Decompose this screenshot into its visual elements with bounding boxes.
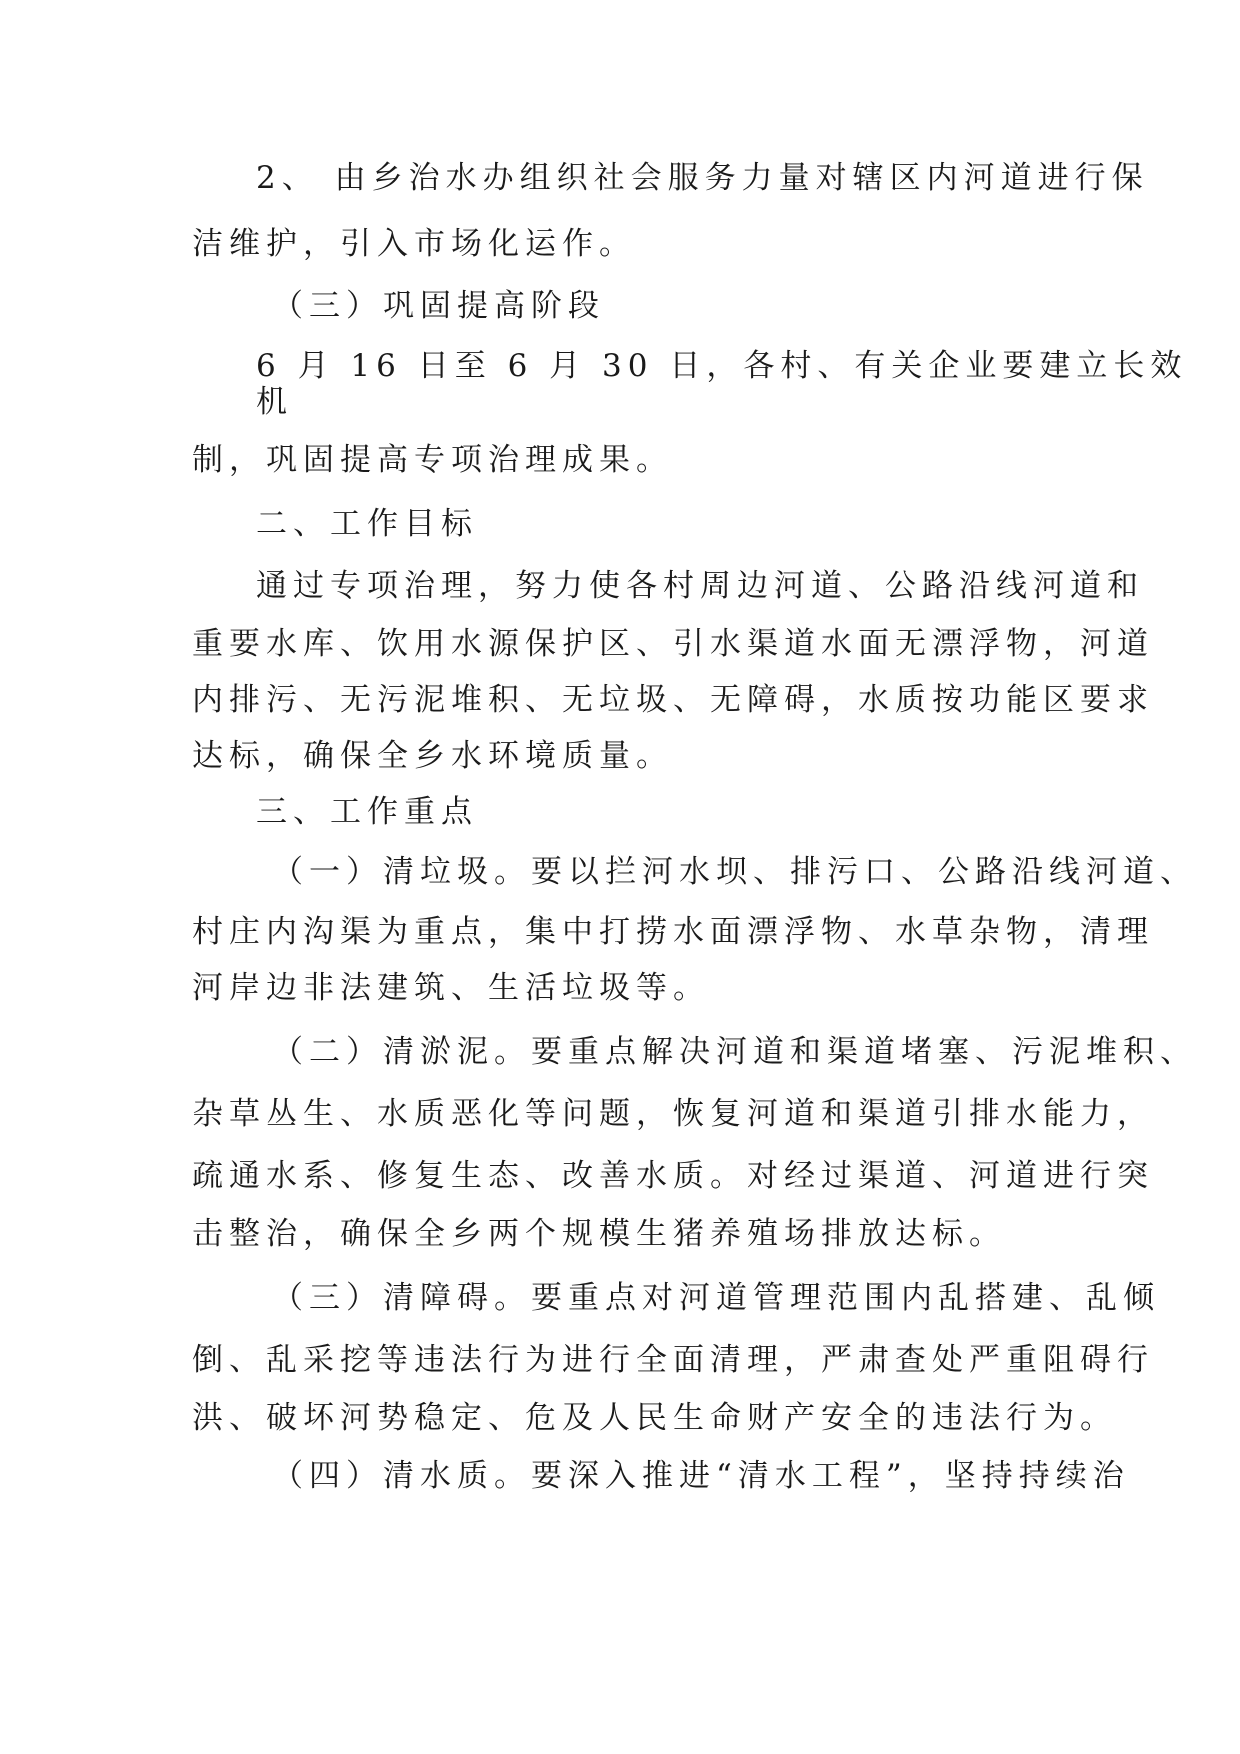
paragraph-line: 洪、破坏河势稳定、危及人民生命财产安全的违法行为。 xyxy=(192,1400,1117,1436)
paragraph-line: 内排污、无污泥堆积、无垃圾、无障碍，水质按功能区要求 xyxy=(192,682,1154,718)
paragraph-line: 6 月 16 日至 6 月 30 日，各村、有关企业要建立长效 xyxy=(256,348,1188,384)
section-heading: 三、工作重点 xyxy=(256,794,478,830)
paragraph-line: （三）清障碍。要重点对河道管理范围内乱搭建、乱倾 xyxy=(272,1280,1160,1316)
paragraph-line: 村庄内沟渠为重点，集中打捞水面漂浮物、水草杂物，清理 xyxy=(192,914,1154,950)
section-heading: （三）巩固提高阶段 xyxy=(272,288,605,324)
paragraph-line: 达标，确保全乡水环境质量。 xyxy=(192,738,673,774)
paragraph-line: 疏通水系、修复生态、改善水质。对经过渠道、河道进行突 xyxy=(192,1158,1154,1194)
paragraph-line: 杂草丛生、水质恶化等问题，恢复河道和渠道引排水能力， xyxy=(192,1096,1154,1132)
paragraph-line: 机 xyxy=(256,384,293,420)
paragraph-line: 河岸边非法建筑、生活垃圾等。 xyxy=(192,970,710,1006)
paragraph-line: （四）清水质。要深入推进“清水工程”，坚持持续治 xyxy=(272,1458,1130,1494)
paragraph-line: 通过专项治理，努力使各村周边河道、公路沿线河道和 xyxy=(256,568,1144,604)
paragraph-line: 2、 由乡治水办组织社会服务力量对辖区内河道进行保 xyxy=(256,160,1149,196)
paragraph-line: 重要水库、饮用水源保护区、引水渠道水面无漂浮物，河道 xyxy=(192,626,1154,662)
paragraph-line: 击整治，确保全乡两个规模生猪养殖场排放达标。 xyxy=(192,1216,1006,1252)
paragraph-line: 倒、乱采挖等违法行为进行全面清理，严肃查处严重阻碍行 xyxy=(192,1342,1154,1378)
paragraph-line: 洁维护，引入市场化运作。 xyxy=(192,226,636,262)
paragraph-line: 制，巩固提高专项治理成果。 xyxy=(192,442,673,478)
section-heading: 二、工作目标 xyxy=(256,506,478,542)
paragraph-line: （二）清淤泥。要重点解决河道和渠道堵塞、污泥堆积、 xyxy=(272,1034,1197,1070)
paragraph-line: （一）清垃圾。要以拦河水坝、排污口、公路沿线河道、 xyxy=(272,854,1197,890)
